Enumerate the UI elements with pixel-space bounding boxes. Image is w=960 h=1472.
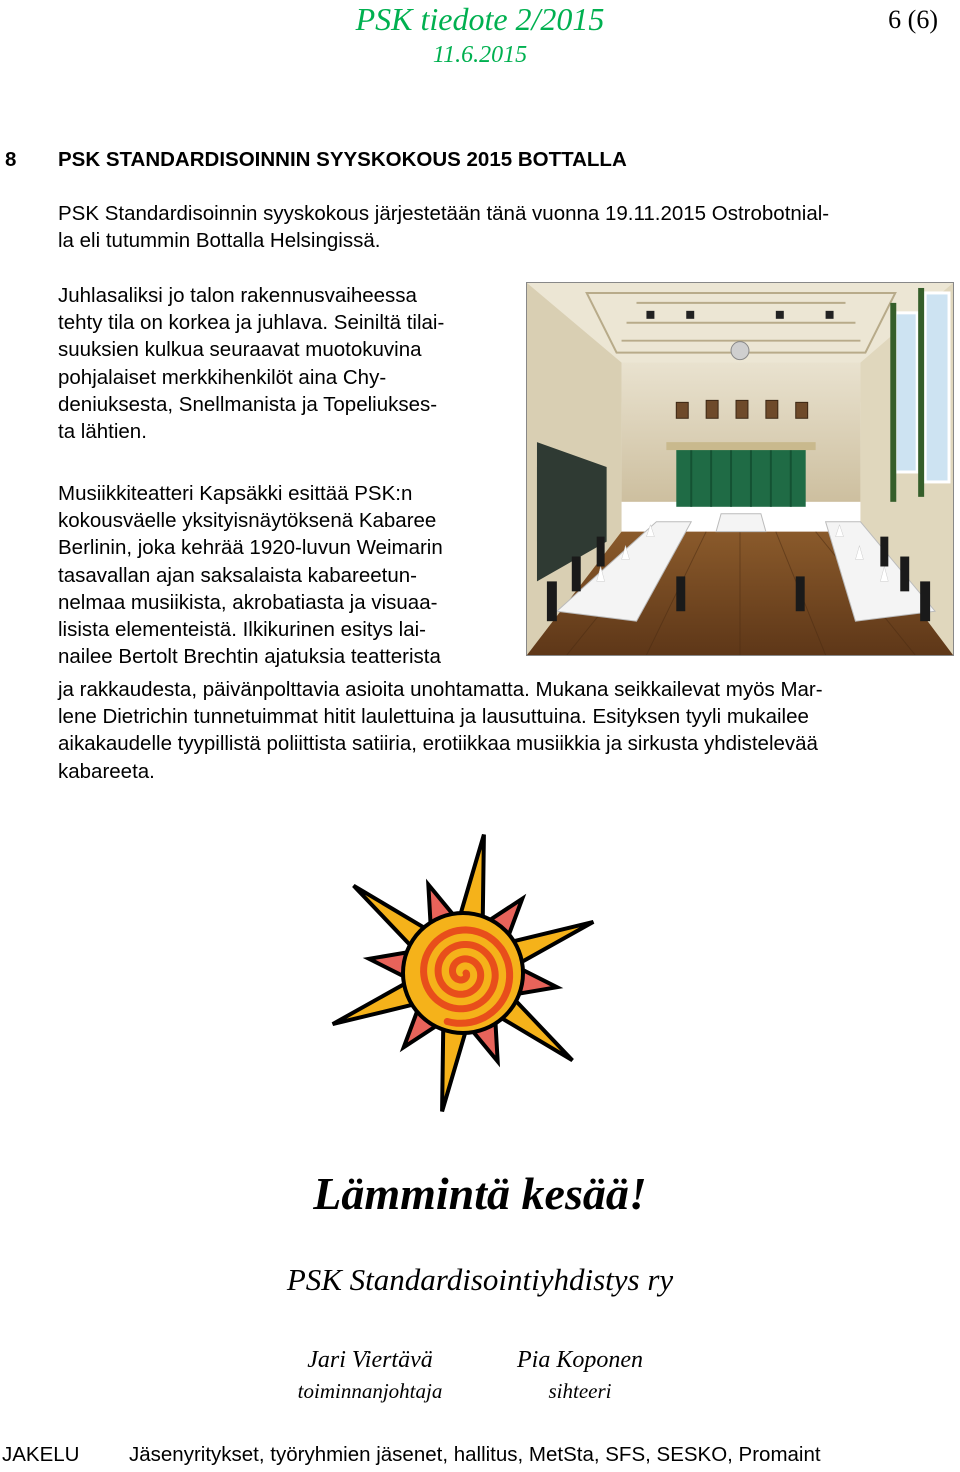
text-line: ja rakkaudesta, päivänpolttavia asioita unohtamatta. Mukana seikkailevat myös Mar- <box>58 678 823 701</box>
signature-block <box>480 1344 680 1406</box>
paragraph-hall <box>58 282 508 445</box>
text-line: PSK Standardisoinnin syyskokous järjestetään tänä vuonna 19.11.2015 Ostrobotnial- <box>58 202 830 225</box>
text-line: aikakaudelle tyypillistä poliittista satiiria, erotiikkaa musiikkia ja sirkusta yhdistelevää <box>58 732 818 756</box>
text-line: tasavallan ajan saksalaista kabareetun- <box>58 563 417 587</box>
text-line: kokousväelle yksityisnäytöksenä Kabaree <box>58 509 437 533</box>
signatory-role: toiminnanjohtaja <box>297 1379 443 1403</box>
section-title: PSK STANDARDISOINNIN SYYSKOKOUS 2015 BOTTALLA <box>58 148 627 171</box>
signatory-role: sihteeri <box>548 1379 612 1403</box>
signatory-name: Pia Koponen <box>517 1347 643 1373</box>
text-line: nelmaa musiikista, akrobatiasta ja visuaa- <box>58 590 438 614</box>
text-line: kabareeta. <box>58 759 155 783</box>
text-line: lisista elementeistä. Ilkikurinen esitys lai- <box>58 618 426 642</box>
paragraph-cabaret <box>58 480 503 670</box>
paragraph-intro <box>58 200 938 254</box>
text-line: tehty tila on korkea ja juhlava. Seiniltä tilai- <box>58 311 445 335</box>
text-line: pohjalaiset merkkihenkilöt aina Chy- <box>58 365 387 389</box>
text-line: Juhlasaliksi jo talon rakennusvaiheessa <box>58 284 417 307</box>
text-line: suuksien kulkua seuraavat muotokuvina <box>58 338 422 362</box>
sun-ray <box>460 835 484 921</box>
section-number: 8 <box>5 148 17 171</box>
distribution-list: Jäsenyritykset, työryhmien jäsenet, hallitus, MetSta, SFS, SESKO, Promaint <box>129 1443 821 1466</box>
signatory-name: Jari Viertävä <box>307 1347 433 1373</box>
text-line: la eli tutummin Bottalla Helsingissä. <box>58 229 381 253</box>
organization-name: PSK Standardisointiyhdistys ry <box>286 1262 674 1297</box>
banquet-hall-photo <box>526 282 954 656</box>
section-heading <box>5 146 627 174</box>
text-line: Berlinin, joka kehrää 1920-luvun Weimarin <box>58 536 443 560</box>
sun-icon <box>303 833 623 1118</box>
page-number: 6 (6) <box>888 5 938 34</box>
text-line: ta lähtien. <box>58 420 147 444</box>
text-line: Musiikkiteatteri Kapsäkki esittää PSK:n <box>58 482 413 505</box>
distribution-label: JAKELU <box>2 1443 80 1466</box>
summer-greeting: Lämmintä kesää! <box>313 1168 647 1219</box>
text-line: lene Dietrichin tunnetuimmat hitit laulettuina ja lausuttuina. Esityksen tyyli mukailee <box>58 705 809 729</box>
signature-block <box>270 1344 470 1406</box>
newsletter-date: 11.6.2015 <box>432 42 528 68</box>
sun-ray <box>442 1025 466 1111</box>
text-line: nailee Bertolt Brechtin ajatuksia teatterista <box>58 645 441 669</box>
text-line: deniuksesta, Snellmanista ja Topeliukses- <box>58 392 438 416</box>
paragraph-cabaret-continued <box>58 676 938 785</box>
newsletter-title: PSK tiedote 2/2015 <box>355 1 605 37</box>
